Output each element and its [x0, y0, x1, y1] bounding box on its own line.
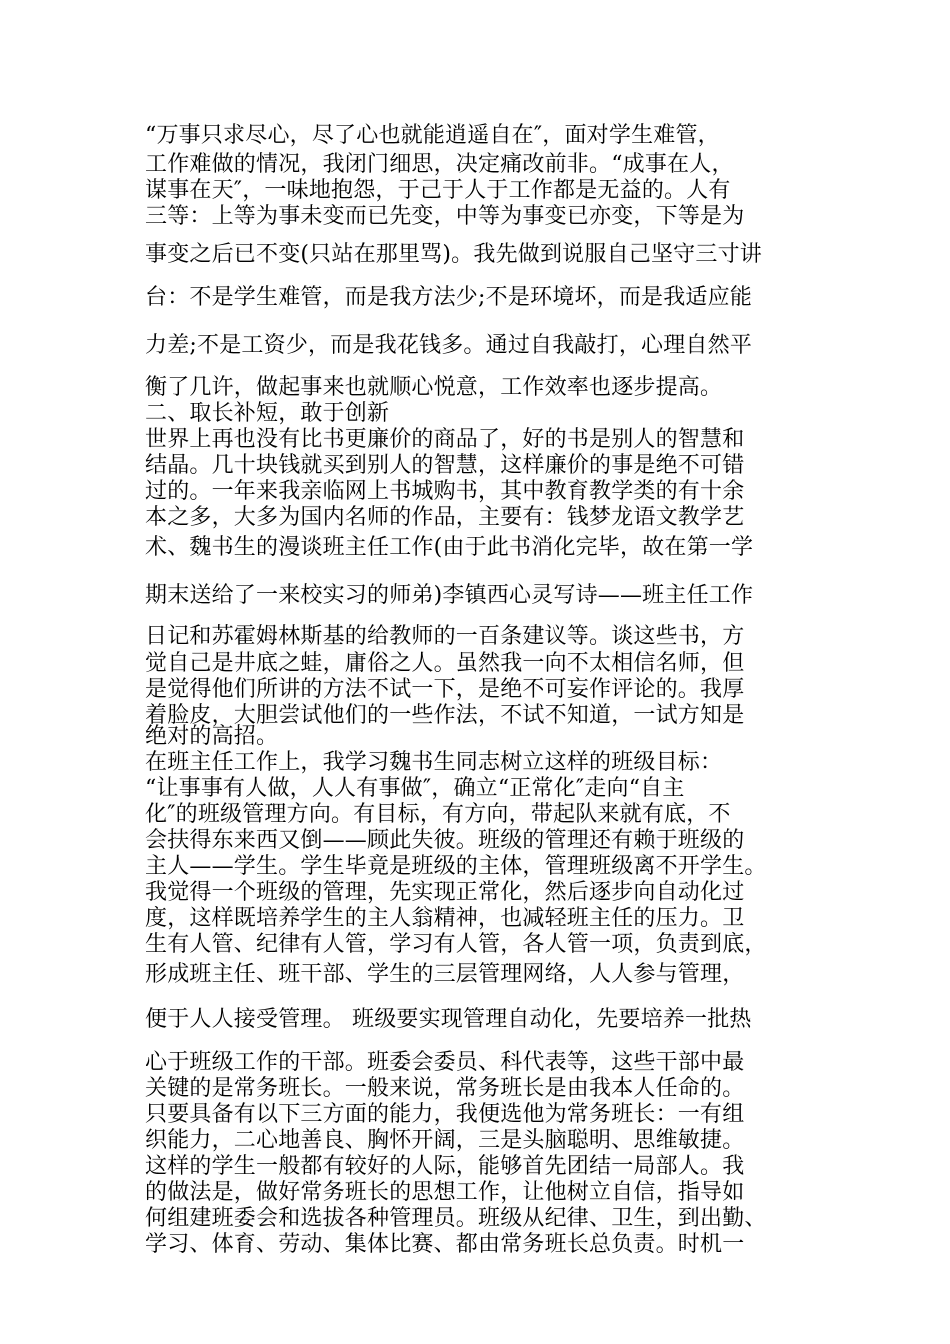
text-line: 期末送给了一来校实习的师弟)李镇西心灵写诗——班主任工作: [145, 583, 754, 608]
text-line: 织能力，二心地善良、胸怀开阔，三是头脑聪明、思维敏捷。: [145, 1128, 745, 1153]
text-line: 着脸皮，大胆尝试他们的一些作法，不试不知道，一试方知是: [145, 703, 745, 728]
text-line: 结晶。几十块钱就买到别人的智慧，这样廉价的事是绝不可错: [145, 453, 745, 478]
text-line: 心于班级工作的干部。班委会委员、科代表等，这些干部中最: [145, 1050, 745, 1075]
text-line: 主人——学生。学生毕竟是班级的主体，管理班级离不开学生。: [145, 854, 767, 879]
text-line: 绝对的高招。: [145, 724, 279, 749]
text-line: 世界上再也没有比书更廉价的商品了，好的书是别人的智慧和: [145, 427, 745, 452]
text-line: 便于人人接受管理。 班级要实现管理自动化，先要培养一批热: [145, 1007, 752, 1032]
text-line: 觉自己是井底之蛙，庸俗之人。虽然我一向不太相信名师，但: [145, 651, 745, 676]
text-line: 我觉得一个班级的管理，先实现正常化，然后逐步向自动化过: [145, 880, 745, 905]
text-line: 是觉得他们所讲的方法不试一下，是绝不可妄作评论的。我厚: [145, 677, 745, 702]
text-line: 的做法是，做好常务班长的思想工作，让他树立自信，指导如: [145, 1180, 745, 1205]
text-line: 只要具备有以下三方面的能力，我便选他为常务班长：一有组: [145, 1102, 745, 1127]
text-line: 三等：上等为事未变而已先变，中等为事变已亦变，下等是为: [145, 204, 745, 229]
text-line: 何组建班委会和选拔各种管理员。班级从纪律、卫生，到出勤、: [145, 1206, 767, 1231]
text-line: 过的。一年来我亲临网上书城购书，其中教育教学类的有十余: [145, 479, 745, 504]
text-line: 这样的学生一般都有较好的人际，能够首先团结一局部人。我: [145, 1154, 745, 1179]
text-line: 工作难做的情况，我闭门细思，决定痛改前非。“成事在人，: [145, 152, 734, 177]
section-heading: 二、取长补短，敢于创新: [145, 401, 390, 426]
text-line: 事变之后已不变(只站在那里骂)。我先做到说服自己坚守三寸讲: [145, 242, 762, 267]
text-line: 度，这样既培养学生的主人翁精神，也减轻班主任的压力。卫: [145, 906, 745, 931]
text-line: 力差;不是工资少，而是我花钱多。通过自我敲打，心理自然平: [145, 333, 753, 358]
text-line: 本之多，大多为国内名师的作品，主要有：钱梦龙语文教学艺: [145, 505, 745, 530]
text-line: 日记和苏霍姆林斯基的给教师的一百条建议等。谈这些书，方: [145, 624, 745, 649]
text-line: 衡了几许，做起事来也就顺心悦意，工作效率也逐步提高。: [145, 375, 723, 400]
text-line: “让事事有人做，人人有事做″，确立“正常化″走向“自主: [145, 776, 685, 801]
text-line: 形成班主任、班干部、学生的三层管理网络，人人参与管理，: [145, 962, 745, 987]
text-line: 化″的班级管理方向。有目标，有方向，带起队来就有底，不: [145, 802, 731, 827]
text-line: 术、魏书生的漫谈班主任工作(由于此书消化完毕，故在第一学: [145, 535, 754, 560]
text-line: “万事只求尽心，尽了心也就能逍遥自在″，面对学生难管，: [145, 123, 720, 148]
text-line: 生有人管、纪律有人管，学习有人管，各人管一项，负责到底，: [145, 932, 767, 957]
text-line: 会扶得东来西又倒——顾此失彼。班级的管理还有赖于班级的: [145, 828, 745, 853]
text-line: 谋事在天″，一味地抱怨，于己于人于工作都是无益的。人有: [145, 178, 731, 203]
text-line: 关键的是常务班长。一般来说，常务班长是由我本人任命的。: [145, 1076, 745, 1101]
text-line: 台：不是学生难管，而是我方法少;不是环境坏，而是我适应能: [145, 285, 753, 310]
text-line: 在班主任工作上，我学习魏书生同志树立这样的班级目标：: [145, 750, 723, 775]
text-line: 学习、体育、劳动、集体比赛、都由常务班长总负责。时机一: [145, 1232, 745, 1257]
